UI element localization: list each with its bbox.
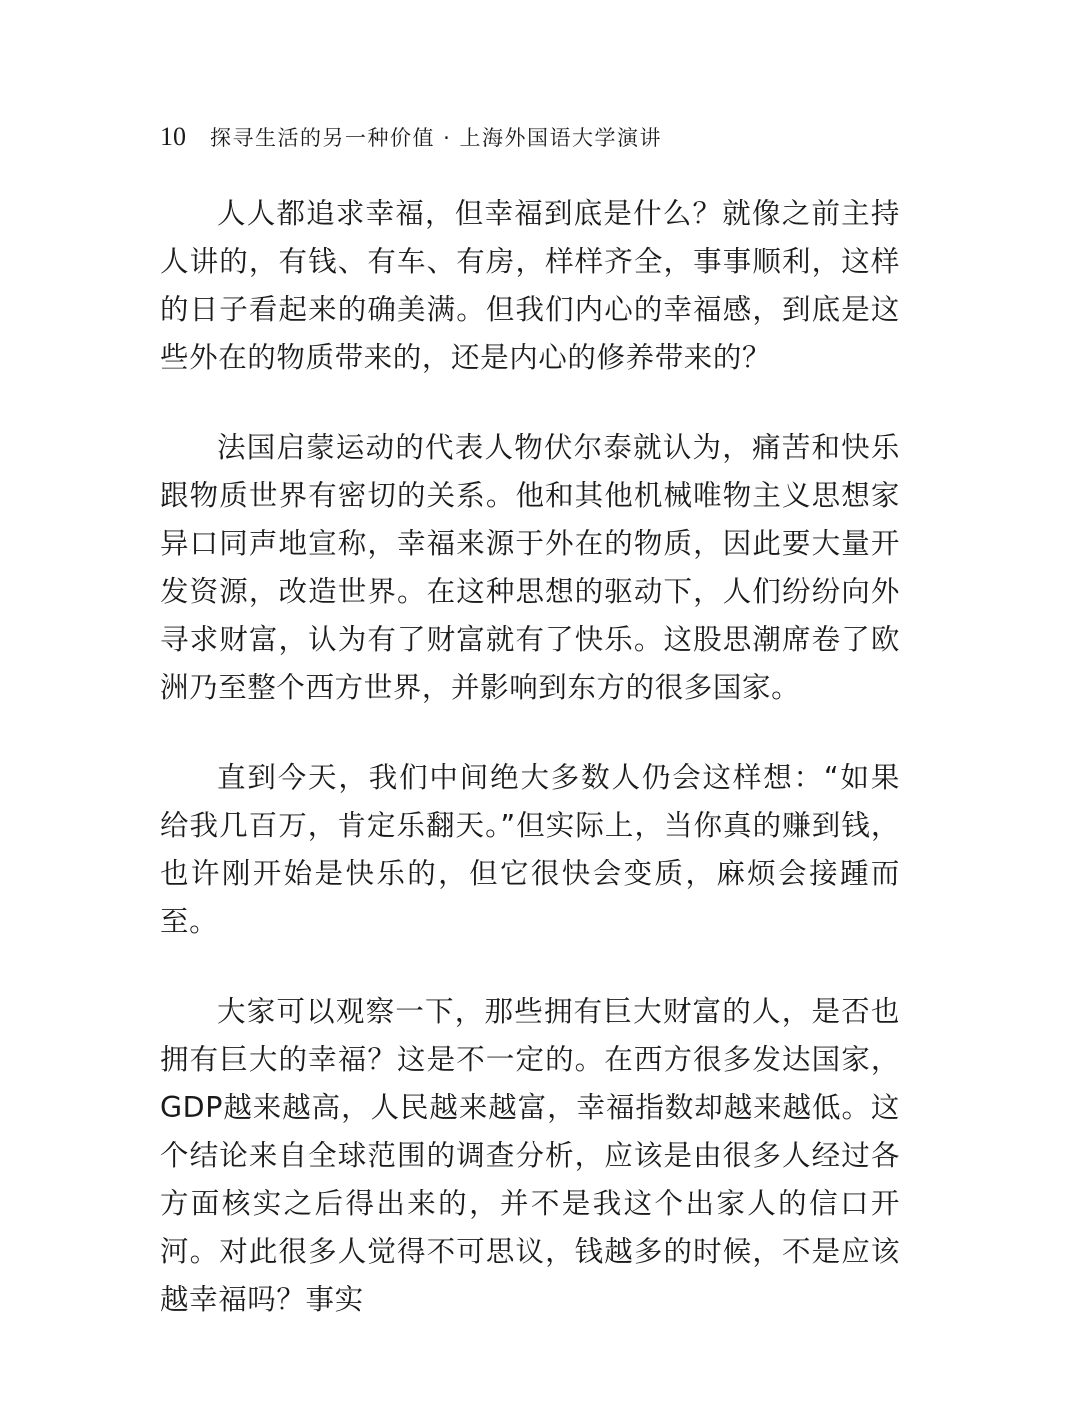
running-head — [160, 122, 662, 162]
paragraph-2: 法国启蒙运动的代表人物伏尔泰就认为，痛苦和快乐跟物质世界有密切的关系。他和其他机械唯物主义思想家异口同声地宣称，幸福来源于外在的物质，因此要大量开发资源，改造世界。在这种思想的驱动下，人们纷纷向外寻求财富，认为有了财富就有了快乐。这股思潮席卷了欧洲乃至整个西方世界，并影响到东方的很多国家。 — [160, 431, 900, 704]
paragraph-4: 大家可以观察一下，那些拥有巨大财富的人，是否也拥有巨大的幸福？这是不一定的。在西方很多发达国家，GDP越来越高，人民越来越富，幸福指数却越来越低。这个结论来自全球范围的调查分析，应该是由很多人经过各方面核实之后得出来的，并不是我这个出家人的信口开河。对此很多人觉得不可思议，钱越多的时候，不是应该越幸福吗？事实 — [160, 995, 900, 1316]
paragraph-1: 人人都追求幸福，但幸福到底是什么？就像之前主持人讲的，有钱、有车、有房，样样齐全，事事顺利，这样的日子看起来的确美满。但我们内心的幸福感，到底是这些外在的物质带来的，还是内心的修养带来的？ — [160, 197, 900, 374]
book-title: 探寻生活的另一种价值 · 上海外国语大学演讲 — [210, 126, 663, 150]
body-text — [160, 190, 900, 1366]
page-number: 10 — [160, 122, 186, 151]
paragraph-3: 直到今天，我们中间绝大多数人仍会这样想：“如果给我几百万，肯定乐翻天。”但实际上，当你真的赚到钱，也许刚开始是快乐的，但它很快会变质，麻烦会接踵而至。 — [160, 761, 900, 938]
